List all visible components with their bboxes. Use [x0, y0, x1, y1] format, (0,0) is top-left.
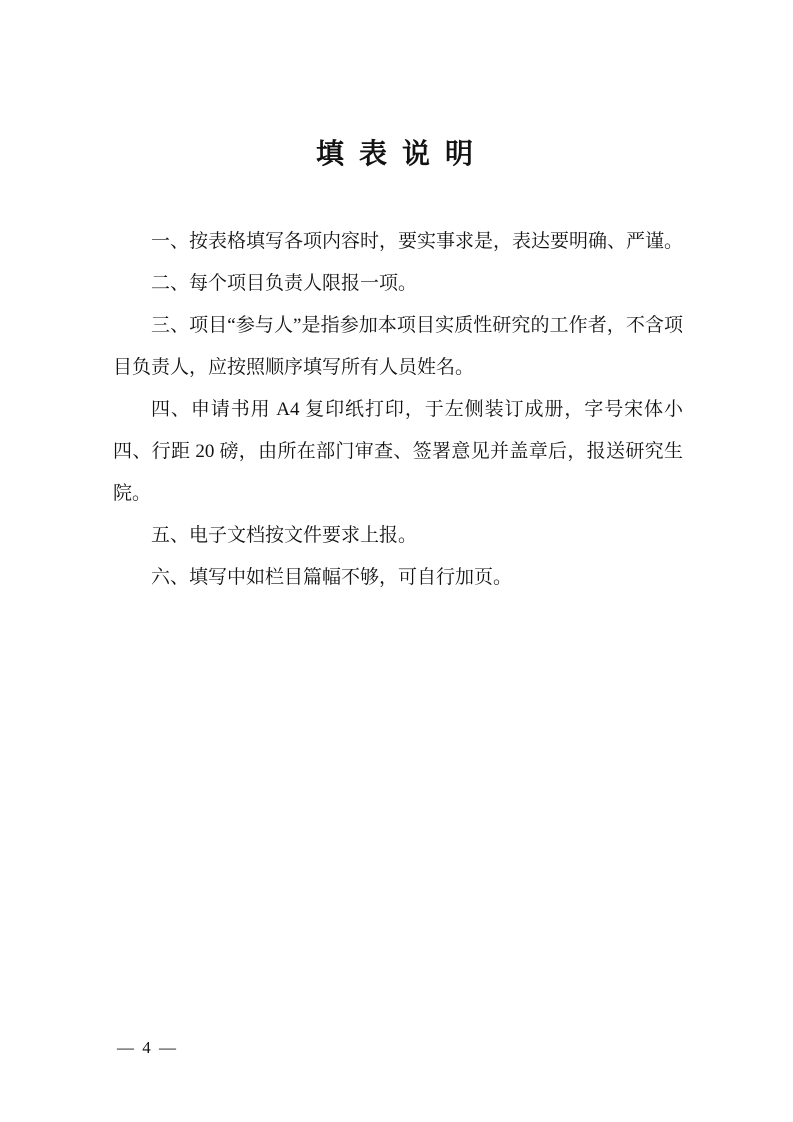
page-title: 填 表 说 明: [315, 139, 477, 170]
instruction-item-1: 一、按表格填写各项内容时，要实事求是，表达要明确、严谨。: [151, 231, 684, 252]
instruction-item-5: 五、电子文档按文件要求上报。: [151, 525, 418, 546]
instruction-item-2: 二、每个项目负责人限报一项。: [151, 273, 418, 294]
instruction-item-4: 四、申请书用 A4 复印纸打印，于左侧装订成册，字号宋体小四、行距 20 磅，由所在部门审查、签署意见并盖章后，报送研究生院。: [113, 399, 683, 504]
instruction-item-3: 三、项目“参与人”是指参加本项目实质性研究的工作者，不含项目负责人，应按照顺序填写所有人员姓名。: [113, 315, 683, 378]
page-number: — 4 —: [117, 1038, 178, 1057]
instruction-item-6: 六、填写中如栏目篇幅不够，可自行加页。: [151, 567, 513, 588]
instructions-list: [113, 221, 683, 599]
